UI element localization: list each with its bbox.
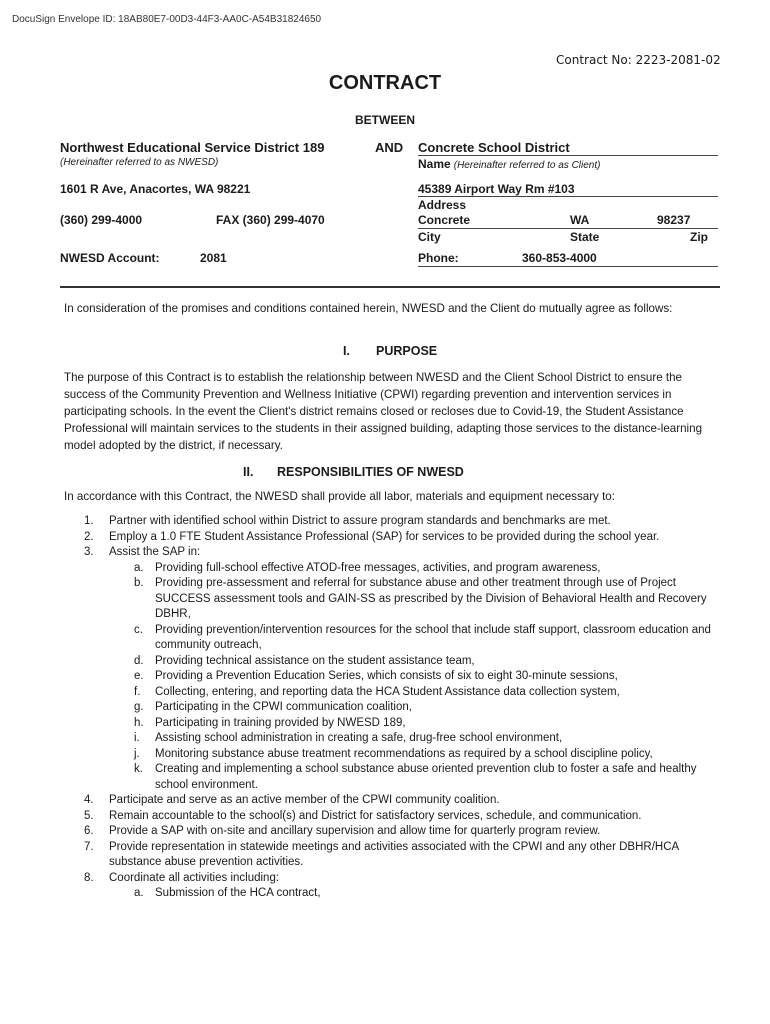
client-state: WA	[570, 213, 590, 227]
list-item-text: Partner with identified school within District to assure program standards and benchmarks are met.	[109, 515, 611, 527]
list-item-marker: k.	[134, 763, 143, 775]
list-item-text: Assist the SAP in:	[109, 546, 201, 558]
list-item-text: Remain accountable to the school(s) and District for satisfactory services, schedule, and communication.	[109, 809, 642, 822]
list-item-text: Participating in the CPWI communication coalition,	[155, 701, 412, 713]
sub-list-item	[64, 716, 714, 732]
left-party-fax: FAX (360) 299-4070	[216, 213, 325, 227]
list-item	[64, 824, 714, 840]
sub-list-item	[64, 576, 714, 623]
list-item-text: Providing prevention/intervention resources for the school that include staff support, classroom education and community outreach,	[155, 623, 711, 651]
client-name-caption	[418, 157, 600, 171]
list-item	[64, 545, 714, 561]
list-item-text: Providing pre-assessment and referral for substance abuse and other treatment through use of Project SUCCESS assessment tools and GAIN-SS as prescribed by the Division of Behavioral Health and Recovery DBHR,	[155, 577, 707, 620]
sub-list-item	[64, 654, 714, 670]
left-party-name: Northwest Educational Service District 189	[60, 140, 325, 155]
list-item-marker: g.	[134, 701, 144, 713]
client-city: Concrete	[418, 213, 471, 227]
client-address: 45389 Airport Way Rm #103	[418, 182, 718, 197]
section-1-title: PURPOSE	[376, 344, 438, 358]
section-1-heading	[0, 344, 770, 362]
intro-paragraph: In consideration of the promises and conditions contained herein, NWESD and the Client do mutually agree as follows:	[64, 302, 673, 315]
list-item	[64, 530, 714, 546]
section-2-title: RESPONSIBILITIES OF NWESD	[277, 465, 464, 479]
list-item-text: Providing technical assistance on the student assistance team,	[155, 654, 475, 667]
zip-label: Zip	[690, 230, 708, 244]
sub-list-item	[64, 685, 714, 701]
client-referred: (Hereinafter referred to as Client)	[453, 160, 601, 171]
section-1-number: I.	[343, 344, 350, 358]
account-label: NWESD Account:	[60, 251, 160, 265]
left-party-address: 1601 R Ave, Anacortes, WA 98221	[60, 182, 251, 196]
list-item-marker: 7.	[84, 840, 94, 853]
list-item	[64, 809, 714, 825]
list-item-text: Participate and serve as an active member of the CPWI community coalition.	[109, 794, 500, 806]
list-item-marker: h.	[134, 716, 144, 729]
list-item-text: Coordinate all activities including:	[109, 871, 280, 884]
list-item-text: Provide a SAP with on-site and ancillary supervision and allow time for quarterly program review.	[109, 825, 601, 837]
client-zip: 98237	[657, 213, 691, 227]
list-item-text: Monitoring substance abuse treatment recommendations as required by a school discipline policy,	[155, 747, 653, 760]
city-label: City	[418, 230, 441, 244]
list-item-marker: f.	[134, 685, 141, 698]
list-item-marker: 6.	[84, 825, 94, 837]
list-item-marker: 4.	[84, 794, 94, 806]
list-item-marker: d.	[134, 654, 144, 667]
list-item-marker: b.	[134, 577, 144, 589]
list-item-marker: a.	[134, 561, 144, 574]
list-item-marker: 2.	[84, 530, 94, 543]
list-item	[64, 514, 714, 530]
list-item-text: Assisting school administration in creating a safe, drug-free school environment,	[155, 732, 563, 744]
and-label: AND	[375, 140, 404, 155]
section-2-heading	[0, 465, 770, 483]
document-title: CONTRACT	[328, 72, 442, 94]
sub-list-item	[64, 731, 714, 747]
list-item-marker: 8.	[84, 871, 94, 884]
sub-list-item	[64, 700, 714, 716]
sub-list-item	[64, 623, 714, 654]
list-item-marker: e.	[134, 670, 144, 682]
sub-list-item	[64, 762, 714, 793]
responsibilities-list	[64, 514, 714, 902]
list-item-text: Providing full-school effective ATOD-free messages, activities, and program awareness,	[155, 561, 601, 574]
state-label: State	[570, 230, 600, 244]
list-item-text: Providing a Prevention Education Series, which consists of six to eight 30-minute sessions,	[155, 670, 618, 682]
sub-list-item	[64, 669, 714, 685]
list-item-marker: c.	[134, 623, 143, 636]
sub-list-item	[64, 747, 714, 763]
left-party-phone: (360) 299-4000	[60, 213, 143, 227]
client-phone: 360-853-4000	[522, 251, 597, 265]
section-2-number: II.	[243, 465, 254, 479]
list-item	[64, 793, 714, 809]
list-item-text: Creating and implementing a school substance abuse oriented prevention club to foster a safe and healthy school environment.	[155, 763, 697, 791]
list-item-marker: j.	[134, 747, 140, 760]
header-divider	[60, 286, 720, 288]
list-item-marker: 3.	[84, 546, 94, 558]
list-item	[64, 871, 714, 887]
account-value: 2081	[200, 251, 227, 265]
left-party-referred: (Hereinafter referred to as NWESD)	[60, 157, 219, 168]
sub-list-item	[64, 886, 714, 902]
list-item-text: Submission of the HCA contract,	[155, 887, 321, 899]
between-label: BETWEEN	[355, 113, 415, 127]
list-item-marker: 1.	[84, 515, 94, 527]
list-item-marker: a.	[134, 887, 144, 899]
list-item-marker: 5.	[84, 809, 94, 822]
list-item-text: Collecting, entering, and reporting data the HCA Student Assistance data collection system,	[155, 685, 620, 698]
envelope-id: DocuSign Envelope ID: 18AB80E7-00D3-44F3-AA0C-A54B31824650	[12, 14, 322, 25]
list-item-text: Participating in training provided by NWESD 189,	[155, 716, 406, 729]
list-item-text: Provide representation in statewide meetings and activities associated with the CPWI and any other DBHR/HCA substance abuse prevention activities.	[109, 840, 679, 868]
client-address-label: Address	[418, 198, 467, 212]
client-name-label: Name	[418, 157, 451, 171]
contract-number: Contract No: 2223-2081-02	[556, 53, 721, 67]
responsibilities-intro: In accordance with this Contract, the NWESD shall provide all labor, materials and equipment necessary to:	[64, 490, 615, 503]
sub-list-item	[64, 561, 714, 577]
client-name: Concrete School District	[418, 140, 718, 156]
list-item-text: Employ a 1.0 FTE Student Assistance Professional (SAP) for services to be provided during the school year.	[109, 530, 660, 543]
purpose-paragraph: The purpose of this Contract is to establish the relationship between NWESD and the Client School District to ensure the success of the Community Prevention and Wellness Initiative (CPWI) regarding prevention and intervention services in participating schools. In the event the Client's district remains closed or recloses due to Covid-19, the Student Assistance Professional will maintain services to the students in their assigned building, adapting those services to the distance-learning model adopted by the district, if necessary.	[64, 371, 703, 452]
phone-label: Phone:	[418, 251, 459, 265]
list-item-marker: i.	[134, 732, 140, 744]
list-item	[64, 840, 714, 871]
